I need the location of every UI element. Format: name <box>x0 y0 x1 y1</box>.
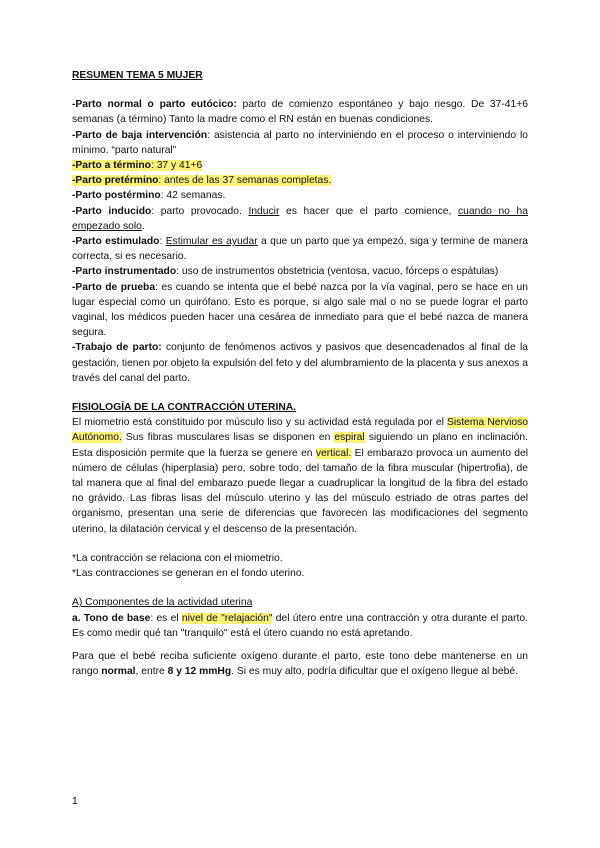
oxigeno-paragraph: Para que el bebé reciba suficiente oxígeno durante el parto, este tono debe mantenerse en un rango normal, entre 8 y 12 mmHg. Si es muy alto, podría dificultar que el oxígeno llegue al bebé. <box>72 650 528 678</box>
definition-prueba: -Parto de prueba: es cuando se intenta que el bebé nazca por la vía vaginal, pero se hace en un lugar especial como un quirófano. Esto es porque, si algo sale mal o no se puede lograr el parto vaginal, los médicos pueden hacer una cesárea de inmediato para que el bebé nazca de manera segura. <box>72 281 528 339</box>
section-title-fisiologia: FISIOLOGÍA DE LA CONTRACCIÓN UTERINA. <box>72 402 297 414</box>
definition-postermino: -Parto postérmino: 42 semanas. <box>72 190 226 202</box>
definition-parto-normal: -Parto normal o parto eutócico: parto de comienzo espontáneo y bajo riesgo. De 37-41+6 semanas (a término) Tanto la madre como el RN están en buenas condiciones. <box>72 99 528 126</box>
definition-trabajo-parto: -Trabajo de parto: conjunto de fenómenos activos y pasivos que desencadenados al final de la gestación, tienen por objeto la expulsión del feto y del alumbramiento de la placenta y sus anexos a través del canal del parto. <box>72 342 528 384</box>
definition-baja-intervencion: -Parto de baja intervención: asistencia al parto no interviniendo en el proceso o interviniendo lo mínimo. “parto natural” <box>72 129 529 156</box>
definition-a-termino: -Parto a término: 37 y 41+6 <box>72 160 203 172</box>
document-body <box>72 68 528 679</box>
tono-base-paragraph: a. Tono de base: es el nivel de "relajación" del útero entre una contracción y otra durante el parto. Es como medir qué tan "tranquilo" está el útero cuando no está apretando. <box>72 612 528 639</box>
page-number: 1 <box>72 796 78 807</box>
document-title: RESUMEN TEMA 5 MUJER <box>72 70 203 81</box>
subsection-title-componentes: A) Componentes de la actividad uterina <box>72 597 253 609</box>
definition-instrumentado: -Parto instrumentado: uso de instrumentos obstetricia (ventosa, vacuo, fórceps o espátulas) <box>72 266 499 278</box>
fisiologia-paragraph: El miometrio está constituido por músculo liso y su actividad está regulada por el Sistema Nervioso Autónomo. Sus fibras musculares lisas se disponen en espiral siguiendo un plano en inclinación. Esta disposición permite que la fuerza se genere en vertical. El embarazo provoca un aumento del número de células (hiperplasia) pero, sobre todo, del tamaño de la fibra muscular (hipertrofia), de tal manera que al final del embarazo puede llegar a cuadruplicar la longitud de la fibra del estado no grávido. Las fibras lisas del músculo uterino y las del músculo estriado de otras partes del organismo, presentan una serie de diferencias que favorecen las modificaciones del segmento uterino, la dilatación cervical y el descenso de la presentación. <box>72 417 528 535</box>
definition-inducido: -Parto inducido: parto provocado. Inducir es hacer que el parto comience, cuando no ha empezado solo. <box>72 205 528 232</box>
definition-estimulado: -Parto estimulado: Estimular es ayudar a que un parto que ya empezó, siga y termine de manera correcta, si es necesario. <box>72 236 529 263</box>
note-miometrio: *La contracción se relaciona con el miometrio. <box>72 552 283 564</box>
note-fondo-uterino: *Las contracciones se generan en el fondo uterino. <box>72 568 305 580</box>
definition-pretermino: -Parto pretérmino: antes de las 37 semanas completas. <box>72 175 332 187</box>
